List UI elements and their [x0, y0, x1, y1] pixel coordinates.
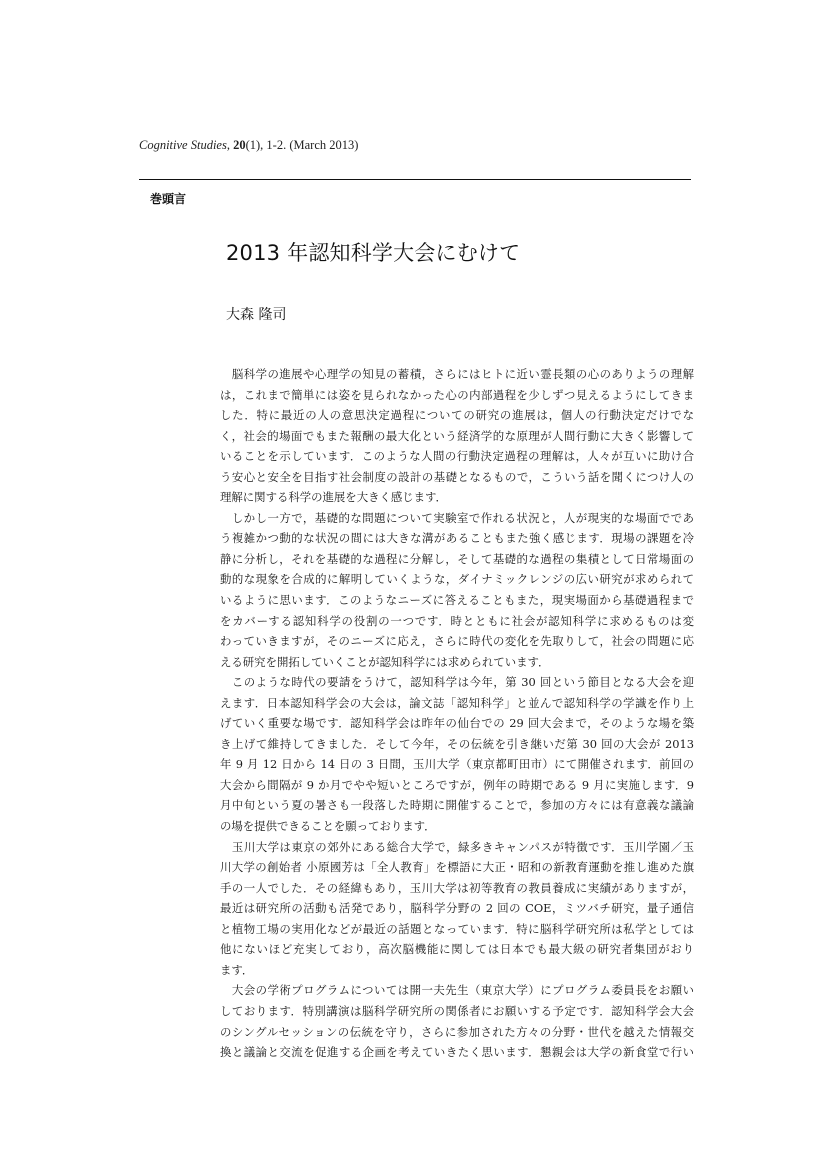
body-line: いることを示しています．このような人間の行動決定過程の理解は，人々が互いに助け合	[220, 449, 694, 464]
body-line: 最近は研究所の活動も活発であり，脳科学分野の 2 回の COE，ミツバチ研究，量子通信	[220, 901, 694, 916]
body-line: 静に分析し，それを基礎的な過程に分解し，そして基礎的な過程の集積として日常場面の	[220, 551, 694, 566]
body-line: 理解に関する科学の進展を大きく感じます．	[220, 490, 447, 505]
body-line: このような時代の要請をうけて，認知科学は今年，第 30 回という節目となる大会を迎	[220, 675, 694, 690]
body-line: わっていきますが，そのニーズに応え，さらに時代の変化を先取りして，社会の問題に応	[220, 634, 694, 649]
header-rule	[139, 179, 691, 180]
body-line: の場を提供できることを願っております．	[220, 819, 436, 834]
body-line: した．特に最近の人の意思決定過程についての研究の進展は，個人の行動決定だけでな	[220, 408, 694, 423]
body-line: 他にないほど充実しており，高次脳機能に関しては日本でも最大級の研究者集団がおり	[220, 942, 694, 957]
journal-issue-pages-date: (1), 1-2. (March 2013)	[245, 138, 359, 152]
body-line: う安心と安全を目指す社会制度の設計の基礎となるもので，こういう話を聞くにつけ人の	[220, 469, 694, 484]
body-line: 玉川大学は東京の郊外にある総合大学で，緑多きキャンパスが特徴です．玉川学園／玉	[220, 839, 694, 854]
body-line: き上げて維持してきました．そして今年，その伝統を引き継いだ第 30 回の大会が 2013	[220, 736, 694, 751]
body-line: げていく重要な場です．認知科学会は昨年の仙台での 29 回大会まで，そのような場を築	[220, 716, 694, 731]
body-line: う複雑かつ動的な状況の間には大きな溝があることもまた強く感じます．現場の課題を冷	[220, 531, 694, 546]
body-line: のシングルセッションの伝統を守り，さらに参加された方々の分野・世代を越えた情報交	[220, 1024, 694, 1039]
body-line: 換と議論と交流を促進する企画を考えていきたく思います．懇親会は大学の新食堂で行い	[220, 1045, 694, 1060]
body-line: しかし一方で，基礎的な問題について実験室で作れる状況と，人が現実的な場面でであ	[220, 510, 694, 525]
body-line: 動的な現象を合成的に解明していくような，ダイナミックレンジの広い研究が求められて	[220, 572, 694, 587]
article-author: 大森 隆司	[226, 307, 287, 323]
body-line: ます．	[220, 962, 254, 977]
body-line: 手の一人でした．その経緯もあり，玉川大学は初等教育の教員養成に実績がありますが，	[220, 880, 694, 895]
journal-volume: 20	[233, 138, 246, 152]
body-line: 川大学の創始者 小原國芳は「全人教育」を標語に大正・昭和の新教育運動を推し進めた旗	[220, 860, 694, 875]
running-header: Cognitive Studies, 20(1), 1-2. (March 2013)	[139, 138, 359, 152]
body-line: 月中旬という夏の暑さも一段落した時期に開催することで，参加の方々には有意義な議論	[220, 798, 694, 813]
body-line: と植物工場の実用化などが最近の話題となっています．特に脳科学研究所は私学としては	[220, 921, 694, 936]
body-line: をカバーする認知科学の役割の一つです．時とともに社会が認知科学に求めるものは変	[220, 613, 694, 628]
body-line: く，社会的場面でもまた報酬の最大化という経済学的な原理が人間行動に大きく影響して	[220, 428, 694, 443]
section-label: 巻頭言	[150, 192, 187, 206]
body-line: えます．日本認知科学会の大会は，論文誌「認知科学」と並んで認知科学の学識を作り上	[220, 695, 694, 710]
article-body	[220, 364, 694, 1063]
body-line: 脳科学の進展や心理学の知見の蓄積，さらにはヒトに近い霊長類の心のありようの理解	[220, 367, 694, 381]
body-line: 年 9 月 12 日から 14 日の 3 日間，玉川大学（東京都町田市）にて開催されます．前回の	[220, 757, 694, 772]
article-title: 2013 年認知科学大会にむけて	[226, 241, 521, 265]
body-line: は，これまで簡単には姿を見られなかった心の内部過程を少しずつ見えるようにしてきま	[220, 387, 694, 402]
journal-name: Cognitive Studies	[139, 138, 227, 152]
body-line: いるように思います．このようなニーズに答えることもまた，現実場面から基礎過程まで	[220, 593, 694, 608]
body-line: える研究を開拓していくことが認知科学には求められています．	[220, 654, 550, 669]
body-line: 大会から間隔が 9 か月でやや短いところですが，例年の時期である 9 月に実施します．9	[220, 777, 694, 792]
body-line: しております．特別講演は脳科学研究所の関係者にお願いする予定です．認知科学会大会	[220, 1003, 694, 1018]
body-line: 大会の学術プログラムについては開一夫先生（東京大学）にプログラム委員長をお願い	[220, 983, 694, 998]
